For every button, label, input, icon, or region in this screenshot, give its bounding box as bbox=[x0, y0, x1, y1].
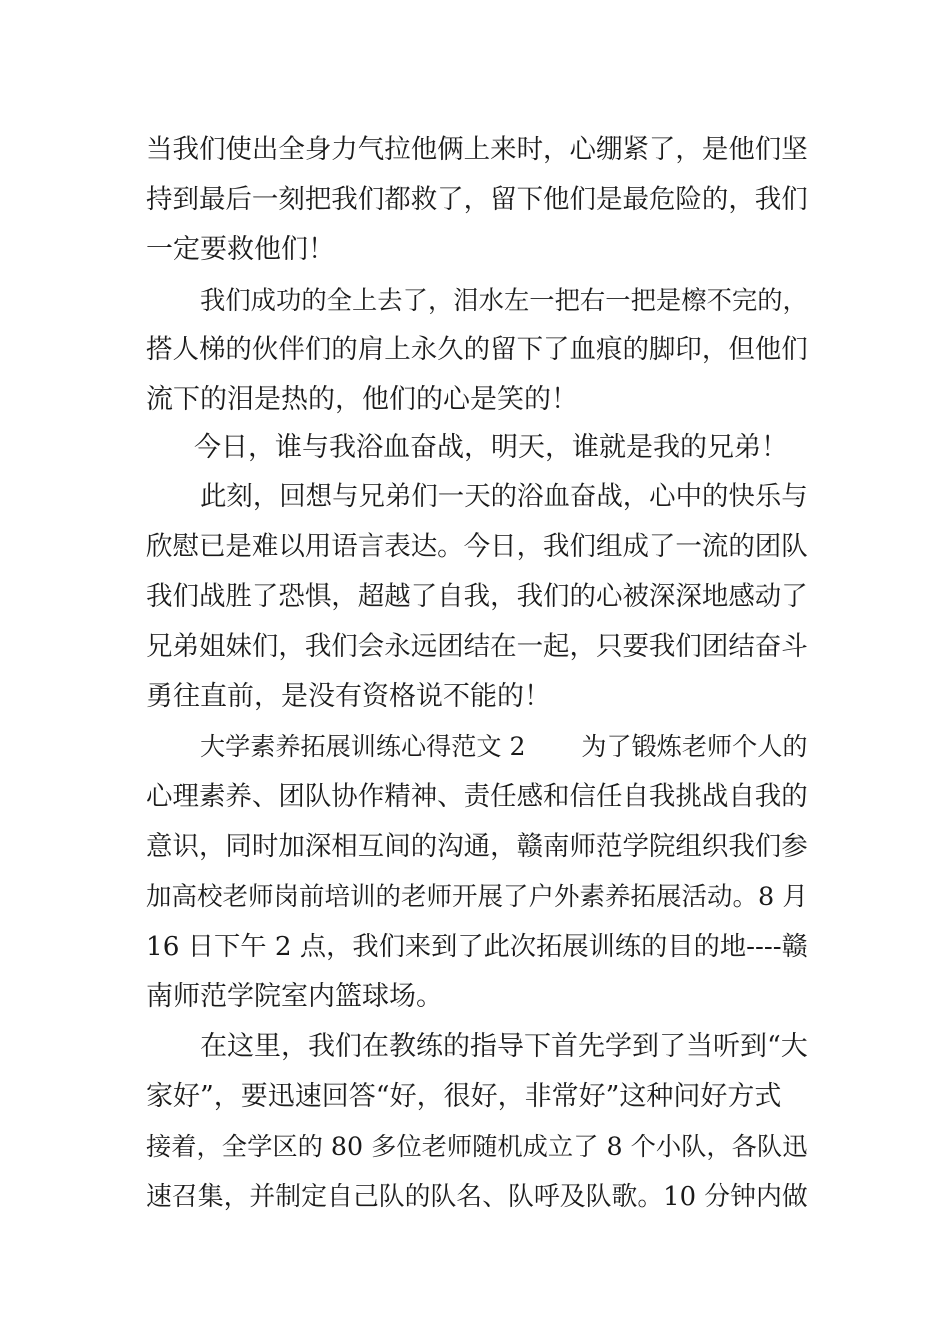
text-line: 勇往直前，是没有资格说不能的！ bbox=[146, 681, 551, 712]
text-line: 此刻，回想与兄弟们一天的浴血奋战，心中的快乐与 bbox=[200, 481, 808, 512]
text-line: 速召集，并制定自己队的队名、队呼及队歌。10 分钟内做 bbox=[146, 1182, 808, 1212]
text-line: 在这里，我们在教练的指导下首先学到了当听到“大 bbox=[200, 1031, 808, 1062]
text-line: 当我们使出全身力气拉他俩上来时，心绷紧了，是他们坚 bbox=[146, 134, 808, 165]
text-line: 意识，同时加深相互间的沟通，赣南师范学院组织我们参 bbox=[146, 831, 808, 862]
text-line: 持到最后一刻把我们都救了，留下他们是最危险的，我们 bbox=[146, 184, 808, 215]
text-line: 今日，谁与我浴血奋战，明天，谁就是我的兄弟！ bbox=[194, 432, 788, 463]
text-line: 心理素养、团队协作精神、责任感和信任自我挑战自我的 bbox=[146, 781, 808, 812]
text-line: 兄弟姐妹们，我们会永远团结在一起，只要我们团结奋斗 bbox=[146, 631, 808, 662]
text-line: 我们成功的全上去了，泪水左一把右一把是檫不完的， bbox=[200, 285, 808, 315]
text-line: 搭人梯的伙伴们的肩上永久的留下了血痕的脚印，但他们 bbox=[146, 334, 808, 365]
text-line: 家好”，要迅速回答“好，很好，非常好”这种问好方式 bbox=[146, 1081, 782, 1112]
text-line: 大学素养拓展训练心得范文 2 为了锻炼老师个人的 bbox=[200, 732, 808, 761]
text-line: 流下的泪是热的，他们的心是笑的！ bbox=[146, 384, 578, 415]
text-line: 南师范学院室内篮球场。 bbox=[146, 981, 443, 1012]
text-line: 接着，全学区的 80 多位老师随机成立了 8 个小队，各队迅 bbox=[146, 1132, 808, 1161]
text-line: 我们战胜了恐惧，超越了自我，我们的心被深深地感动了 bbox=[146, 581, 808, 612]
text-line: 16 日下午 2 点，我们来到了此次拓展训练的目的地----赣 bbox=[146, 932, 808, 962]
text-line: 欣慰已是难以用语言表达。今日，我们组成了一流的团队 bbox=[146, 531, 808, 562]
text-line: 一定要救他们！ bbox=[146, 234, 335, 265]
text-line: 加高校老师岗前培训的老师开展了户外素养拓展活动。8 月 bbox=[146, 882, 808, 912]
